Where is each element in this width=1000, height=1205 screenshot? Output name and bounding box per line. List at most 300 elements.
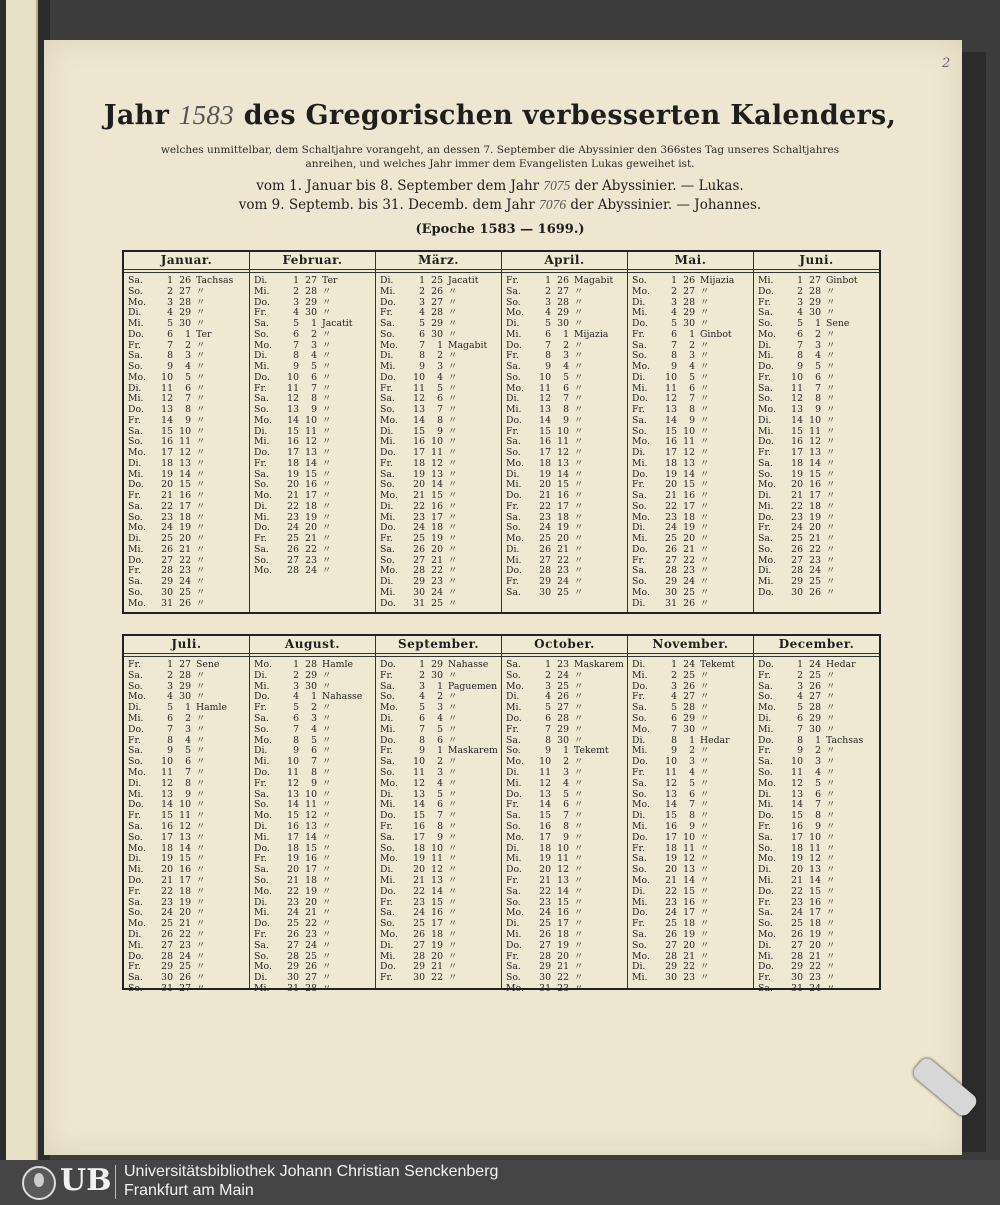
abyssinian-month: 〃 bbox=[196, 382, 206, 394]
weekday: So. bbox=[506, 972, 521, 984]
abyssinian-day: 1 bbox=[437, 745, 443, 757]
abyssinian-month: 〃 bbox=[448, 490, 458, 501]
weekday: So. bbox=[632, 788, 647, 800]
gregorian-day: 13 bbox=[287, 404, 299, 415]
abyssinian-month: 〃 bbox=[322, 414, 332, 426]
weekday: Fr. bbox=[506, 950, 519, 962]
weekday: So. bbox=[758, 543, 773, 555]
abyssinian-month: Sene bbox=[826, 318, 850, 329]
abyssinian-day: 26 bbox=[179, 972, 191, 984]
gregorian-day: 29 bbox=[539, 961, 551, 973]
abyssinian-day: 16 bbox=[557, 907, 569, 919]
abyssinian-day: 5 bbox=[437, 723, 443, 735]
weekday: So. bbox=[506, 669, 521, 681]
day-row bbox=[124, 545, 249, 556]
weekday: Do. bbox=[506, 490, 522, 501]
vom2-year-handwritten: 7076 bbox=[539, 197, 567, 212]
weekday: Mi. bbox=[632, 820, 648, 832]
abyssinian-day: 16 bbox=[557, 490, 569, 501]
weekday: Do. bbox=[506, 712, 522, 724]
gregorian-day: 5 bbox=[419, 318, 425, 329]
abyssinian-month: 〃 bbox=[574, 723, 584, 735]
weekday: Mo. bbox=[128, 597, 146, 609]
abyssinian-day: 9 bbox=[185, 414, 191, 426]
abyssinian-month: 〃 bbox=[826, 522, 836, 534]
abyssinian-month: 〃 bbox=[826, 961, 836, 973]
abyssinian-day: 10 bbox=[179, 425, 191, 437]
day-row bbox=[376, 887, 501, 898]
abyssinian-month: 〃 bbox=[448, 393, 458, 405]
abyssinian-day: 29 bbox=[809, 712, 821, 724]
month-day-list bbox=[250, 276, 375, 577]
gregorian-day: 14 bbox=[287, 799, 299, 811]
weekday: Di. bbox=[128, 853, 142, 865]
abyssinian-day: 13 bbox=[305, 820, 317, 832]
weekday: Sa. bbox=[632, 853, 647, 865]
abyssinian-month: 〃 bbox=[700, 479, 710, 491]
abyssinian-day: 4 bbox=[815, 350, 821, 362]
gregorian-day: 2 bbox=[419, 285, 425, 297]
abyssinian-day: 14 bbox=[305, 457, 317, 469]
gregorian-day: 28 bbox=[413, 565, 425, 577]
abyssinian-day: 23 bbox=[683, 972, 695, 984]
abyssinian-month: 〃 bbox=[448, 285, 458, 297]
abyssinian-month: 〃 bbox=[196, 788, 206, 800]
gregorian-day: 26 bbox=[539, 928, 551, 940]
abyssinian-month: 〃 bbox=[574, 885, 584, 897]
gregorian-day: 5 bbox=[293, 702, 299, 714]
weekday: So. bbox=[254, 950, 269, 962]
abyssinian-day: 23 bbox=[305, 928, 317, 940]
abyssinian-month: 〃 bbox=[448, 296, 458, 308]
abyssinian-day: 13 bbox=[809, 447, 821, 458]
gregorian-day: 24 bbox=[665, 907, 677, 919]
abyssinian-month: 〃 bbox=[826, 669, 836, 681]
day-row bbox=[124, 502, 249, 513]
weekday: Mi. bbox=[506, 479, 522, 491]
day-row bbox=[376, 588, 501, 599]
abyssinian-day: 11 bbox=[431, 853, 443, 865]
weekday: Di. bbox=[758, 864, 772, 876]
abyssinian-month: 〃 bbox=[826, 404, 836, 415]
abyssinian-day: 14 bbox=[179, 468, 191, 480]
abyssinian-day: 15 bbox=[557, 479, 569, 491]
weekday: Do. bbox=[128, 874, 144, 886]
weekday: Fr. bbox=[632, 766, 645, 778]
day-row bbox=[250, 984, 375, 995]
abyssinian-day: 7 bbox=[311, 382, 317, 394]
abyssinian-day: 4 bbox=[815, 766, 821, 778]
gregorian-day: 6 bbox=[167, 712, 173, 724]
abyssinian-day: 13 bbox=[809, 864, 821, 876]
weekday: Di. bbox=[380, 864, 394, 876]
gregorian-day: 31 bbox=[413, 597, 425, 609]
gregorian-day: 25 bbox=[539, 918, 551, 930]
abyssinian-month: 〃 bbox=[322, 669, 332, 681]
gregorian-day: 13 bbox=[287, 788, 299, 800]
abyssinian-day: 7 bbox=[563, 393, 569, 405]
gregorian-day: 22 bbox=[791, 500, 803, 512]
abyssinian-day: 2 bbox=[563, 339, 569, 351]
day-row bbox=[754, 887, 879, 898]
gregorian-day: 23 bbox=[539, 896, 551, 908]
weekday: Sa. bbox=[128, 669, 143, 681]
weekday: Di. bbox=[632, 734, 646, 746]
abyssinian-day: 10 bbox=[683, 425, 695, 437]
abyssinian-day: 8 bbox=[311, 393, 317, 405]
abyssinian-day: 10 bbox=[683, 831, 695, 843]
abyssinian-month: 〃 bbox=[700, 766, 710, 778]
weekday: So. bbox=[632, 864, 647, 876]
abyssinian-day: 18 bbox=[683, 511, 695, 523]
abyssinian-day: 9 bbox=[689, 820, 695, 832]
gregorian-day: 18 bbox=[665, 842, 677, 854]
abyssinian-month: 〃 bbox=[700, 361, 710, 372]
gregorian-day: 1 bbox=[419, 659, 425, 670]
abyssinian-day: 25 bbox=[809, 576, 821, 587]
gregorian-day: 9 bbox=[545, 361, 551, 372]
weekday: Do. bbox=[506, 788, 522, 800]
gregorian-day: 7 bbox=[671, 339, 677, 351]
gregorian-day: 29 bbox=[413, 576, 425, 587]
month-column bbox=[124, 252, 250, 612]
abyssinian-month: 〃 bbox=[574, 522, 584, 534]
abyssinian-month: Maskarem bbox=[448, 745, 498, 757]
abyssinian-day: 7 bbox=[311, 756, 317, 768]
gregorian-day: 26 bbox=[161, 928, 173, 940]
abyssinian-day: 12 bbox=[179, 820, 191, 832]
abyssinian-month: Tekemt bbox=[574, 745, 609, 757]
abyssinian-month: 〃 bbox=[196, 479, 206, 491]
gregorian-day: 22 bbox=[413, 885, 425, 897]
weekday: Sa. bbox=[506, 436, 521, 448]
abyssinian-month: Nahasse bbox=[322, 691, 363, 703]
weekday: Do. bbox=[128, 404, 144, 415]
abyssinian-day: 6 bbox=[437, 734, 443, 746]
weekday: Fr. bbox=[128, 961, 141, 973]
gregorian-day: 11 bbox=[539, 766, 551, 778]
gregorian-day: 7 bbox=[797, 723, 803, 735]
gregorian-day: 11 bbox=[287, 382, 299, 394]
abyssinian-day: 16 bbox=[179, 490, 191, 501]
abyssinian-day: 5 bbox=[815, 777, 821, 789]
weekday: Di. bbox=[128, 777, 142, 789]
abyssinian-month: 〃 bbox=[322, 950, 332, 962]
gregorian-day: 19 bbox=[791, 853, 803, 865]
weekday: Mi. bbox=[128, 468, 144, 480]
abyssinian-day: 2 bbox=[311, 328, 317, 340]
abyssinian-month: 〃 bbox=[826, 788, 836, 800]
abyssinian-month: 〃 bbox=[826, 972, 836, 984]
weekday: Do. bbox=[758, 436, 774, 448]
abyssinian-month: 〃 bbox=[196, 414, 206, 426]
weekday: Sa. bbox=[254, 788, 269, 800]
day-row bbox=[124, 833, 249, 844]
weekday: Sa. bbox=[758, 982, 773, 994]
weekday: Mi. bbox=[506, 853, 522, 865]
gregorian-day: 19 bbox=[287, 468, 299, 480]
abyssinian-month: 〃 bbox=[322, 961, 332, 973]
weekday: So. bbox=[632, 500, 647, 512]
gregorian-day: 12 bbox=[413, 777, 425, 789]
weekday: Mo. bbox=[632, 874, 650, 886]
abyssinian-month: 〃 bbox=[448, 702, 458, 714]
abyssinian-day: 9 bbox=[185, 788, 191, 800]
abyssinian-month: Tachsas bbox=[196, 275, 234, 286]
vom1-suffix: der Abyssinier. — Lukas. bbox=[570, 178, 744, 194]
gregorian-day: 3 bbox=[671, 296, 677, 308]
weekday: Do. bbox=[128, 328, 144, 340]
abyssinian-month: 〃 bbox=[826, 361, 836, 372]
weekday: Fr. bbox=[380, 307, 393, 319]
abyssinian-month: 〃 bbox=[322, 885, 332, 897]
abyssinian-month: 〃 bbox=[826, 939, 836, 951]
gregorian-day: 21 bbox=[287, 490, 299, 501]
weekday: Mi. bbox=[758, 874, 774, 886]
abyssinian-month: 〃 bbox=[322, 874, 332, 886]
abyssinian-month: 〃 bbox=[826, 468, 836, 480]
abyssinian-day: 22 bbox=[305, 918, 317, 930]
abyssinian-day: 7 bbox=[185, 393, 191, 405]
month-day-list bbox=[124, 660, 249, 995]
weekday: Mo. bbox=[506, 382, 524, 394]
weekday: Di. bbox=[128, 702, 142, 714]
abyssinian-day: 17 bbox=[683, 907, 695, 919]
weekday: Do. bbox=[254, 371, 270, 383]
abyssinian-day: 5 bbox=[311, 734, 317, 746]
abyssinian-day: 12 bbox=[809, 853, 821, 865]
gregorian-day: 12 bbox=[161, 393, 173, 405]
abyssinian-day: 3 bbox=[815, 756, 821, 768]
gregorian-day: 25 bbox=[287, 533, 299, 544]
weekday: Fr. bbox=[128, 414, 141, 426]
day-row bbox=[376, 973, 501, 984]
abyssinian-month: 〃 bbox=[196, 425, 206, 437]
weekday: Fr. bbox=[128, 810, 141, 822]
calendar-table-second-half bbox=[122, 634, 881, 994]
abyssinian-month: 〃 bbox=[574, 490, 584, 501]
day-row bbox=[124, 416, 249, 427]
gregorian-day: 6 bbox=[293, 328, 299, 340]
day-row bbox=[754, 725, 879, 736]
day-row bbox=[376, 833, 501, 844]
weekday: Sa. bbox=[632, 414, 647, 426]
gregorian-day: 4 bbox=[545, 691, 551, 703]
abyssinian-day: 14 bbox=[683, 468, 695, 480]
abyssinian-day: 11 bbox=[809, 842, 821, 854]
abyssinian-year-line-2 bbox=[0, 197, 1000, 213]
weekday: Mo. bbox=[758, 702, 776, 714]
weekday: Mo. bbox=[128, 447, 146, 458]
abyssinian-month: 〃 bbox=[826, 586, 836, 598]
abyssinian-day: 28 bbox=[557, 712, 569, 724]
abyssinian-day: 30 bbox=[431, 669, 443, 681]
gregorian-day: 4 bbox=[293, 307, 299, 319]
abyssinian-day: 27 bbox=[305, 972, 317, 984]
abyssinian-month: 〃 bbox=[700, 511, 710, 523]
logo-divider bbox=[115, 1165, 116, 1199]
month-header: September. bbox=[376, 636, 501, 654]
weekday: Mi. bbox=[758, 350, 774, 362]
abyssinian-month: 〃 bbox=[574, 831, 584, 843]
weekday: Mi. bbox=[254, 680, 270, 692]
weekday: Sa. bbox=[632, 565, 647, 577]
day-row bbox=[628, 545, 753, 556]
abyssinian-day: 21 bbox=[305, 907, 317, 919]
gregorian-day: 17 bbox=[791, 831, 803, 843]
gregorian-day: 5 bbox=[167, 318, 173, 329]
abyssinian-day: 1 bbox=[815, 318, 821, 329]
abyssinian-day: 23 bbox=[809, 554, 821, 566]
gregorian-day: 28 bbox=[665, 565, 677, 577]
abyssinian-day: 18 bbox=[179, 885, 191, 897]
gregorian-day: 2 bbox=[293, 285, 299, 297]
abyssinian-day: 29 bbox=[179, 680, 191, 692]
abyssinian-day: 10 bbox=[305, 788, 317, 800]
abyssinian-day: 4 bbox=[437, 371, 443, 383]
weekday: Do. bbox=[128, 950, 144, 962]
abyssinian-day: 24 bbox=[305, 939, 317, 951]
weekday: Mi. bbox=[254, 907, 270, 919]
gregorian-day: 28 bbox=[539, 565, 551, 577]
gregorian-day: 15 bbox=[791, 425, 803, 437]
abyssinian-month: 〃 bbox=[448, 543, 458, 555]
day-row bbox=[124, 330, 249, 341]
abyssinian-month: 〃 bbox=[700, 468, 710, 480]
gregorian-day: 19 bbox=[413, 468, 425, 480]
abyssinian-month: 〃 bbox=[322, 745, 332, 757]
weekday: Mo. bbox=[506, 457, 524, 469]
weekday: Sa. bbox=[506, 659, 521, 670]
abyssinian-month: Hedar bbox=[826, 659, 856, 670]
abyssinian-day: 26 bbox=[179, 597, 191, 609]
gregorian-day: 30 bbox=[413, 972, 425, 984]
gregorian-day: 29 bbox=[539, 576, 551, 587]
abyssinian-day: 28 bbox=[179, 296, 191, 308]
abyssinian-month: 〃 bbox=[574, 554, 584, 566]
abyssinian-month: 〃 bbox=[322, 702, 332, 714]
weekday: Sa. bbox=[506, 361, 521, 372]
gregorian-day: 7 bbox=[167, 339, 173, 351]
gregorian-day: 27 bbox=[791, 554, 803, 566]
gregorian-day: 24 bbox=[287, 907, 299, 919]
gregorian-day: 12 bbox=[413, 393, 425, 405]
abyssinian-day: 14 bbox=[431, 885, 443, 897]
gregorian-day: 31 bbox=[539, 982, 551, 994]
abyssinian-day: 12 bbox=[305, 810, 317, 822]
weekday: Mi. bbox=[632, 896, 648, 908]
abyssinian-month: 〃 bbox=[826, 950, 836, 962]
abyssinian-month: 〃 bbox=[322, 831, 332, 843]
abyssinian-month: 〃 bbox=[574, 457, 584, 469]
weekday: Mo. bbox=[128, 918, 146, 930]
gregorian-day: 13 bbox=[665, 788, 677, 800]
gregorian-day: 11 bbox=[287, 766, 299, 778]
day-row bbox=[628, 833, 753, 844]
weekday: Di. bbox=[632, 885, 646, 897]
gregorian-day: 20 bbox=[413, 479, 425, 491]
weekday: Do. bbox=[758, 810, 774, 822]
abyssinian-day: 7 bbox=[563, 810, 569, 822]
gregorian-day: 21 bbox=[539, 490, 551, 501]
abyssinian-day: 6 bbox=[689, 788, 695, 800]
abyssinian-day: 27 bbox=[179, 285, 191, 297]
abyssinian-month: 〃 bbox=[574, 447, 584, 458]
weekday: So. bbox=[506, 745, 521, 757]
gregorian-day: 6 bbox=[545, 712, 551, 724]
gregorian-day: 26 bbox=[287, 928, 299, 940]
gregorian-day: 23 bbox=[791, 511, 803, 523]
abyssinian-month: 〃 bbox=[322, 522, 332, 534]
gregorian-day: 22 bbox=[287, 885, 299, 897]
gregorian-day: 18 bbox=[287, 842, 299, 854]
abyssinian-month: Mijazia bbox=[700, 275, 735, 286]
abyssinian-month: 〃 bbox=[448, 328, 458, 340]
gregorian-day: 20 bbox=[791, 479, 803, 491]
abyssinian-month: 〃 bbox=[196, 371, 206, 383]
weekday: Fr. bbox=[758, 371, 771, 383]
abyssinian-day: 20 bbox=[431, 950, 443, 962]
abyssinian-month: Ginbot bbox=[826, 275, 858, 286]
abyssinian-month: 〃 bbox=[574, 691, 584, 703]
gregorian-day: 28 bbox=[665, 950, 677, 962]
weekday: Sa. bbox=[380, 831, 395, 843]
month-column bbox=[250, 636, 376, 994]
weekday: Fr. bbox=[758, 296, 771, 308]
month-column bbox=[124, 636, 250, 994]
abyssinian-day: 9 bbox=[689, 414, 695, 426]
abyssinian-day: 5 bbox=[689, 777, 695, 789]
abyssinian-month: 〃 bbox=[574, 982, 584, 994]
gregorian-day: 15 bbox=[287, 425, 299, 437]
weekday: So. bbox=[128, 982, 143, 994]
weekday: Sa. bbox=[758, 907, 773, 919]
abyssinian-day: 11 bbox=[557, 853, 569, 865]
weekday: Mo. bbox=[380, 702, 398, 714]
weekday: Do. bbox=[506, 565, 522, 577]
abyssinian-month: 〃 bbox=[322, 565, 332, 577]
abyssinian-day: 24 bbox=[809, 565, 821, 577]
abyssinian-month: 〃 bbox=[700, 522, 710, 534]
weekday: Sa. bbox=[128, 500, 143, 512]
abyssinian-day: 11 bbox=[683, 436, 695, 448]
abyssinian-month: 〃 bbox=[700, 680, 710, 692]
gregorian-day: 3 bbox=[167, 680, 173, 692]
abyssinian-month: 〃 bbox=[196, 361, 206, 372]
gregorian-day: 17 bbox=[665, 447, 677, 458]
weekday: Mi. bbox=[758, 723, 774, 735]
weekday: Do. bbox=[506, 414, 522, 426]
weekday: Fr. bbox=[254, 702, 267, 714]
gregorian-day: 28 bbox=[413, 950, 425, 962]
abyssinian-month: 〃 bbox=[322, 972, 332, 984]
weekday: Mi. bbox=[506, 928, 522, 940]
day-row bbox=[250, 725, 375, 736]
abyssinian-day: 26 bbox=[305, 961, 317, 973]
weekday: Mi. bbox=[254, 361, 270, 372]
gregorian-day: 16 bbox=[665, 820, 677, 832]
weekday: Di. bbox=[758, 712, 772, 724]
day-row bbox=[754, 779, 879, 790]
abyssinian-day: 9 bbox=[311, 404, 317, 415]
abyssinian-month: 〃 bbox=[574, 799, 584, 811]
weekday: Sa. bbox=[254, 864, 269, 876]
day-row bbox=[376, 330, 501, 341]
weekday: Mo. bbox=[254, 339, 272, 351]
abyssinian-month: 〃 bbox=[574, 734, 584, 746]
abyssinian-day: 1 bbox=[185, 328, 191, 340]
gregorian-day: 21 bbox=[287, 874, 299, 886]
